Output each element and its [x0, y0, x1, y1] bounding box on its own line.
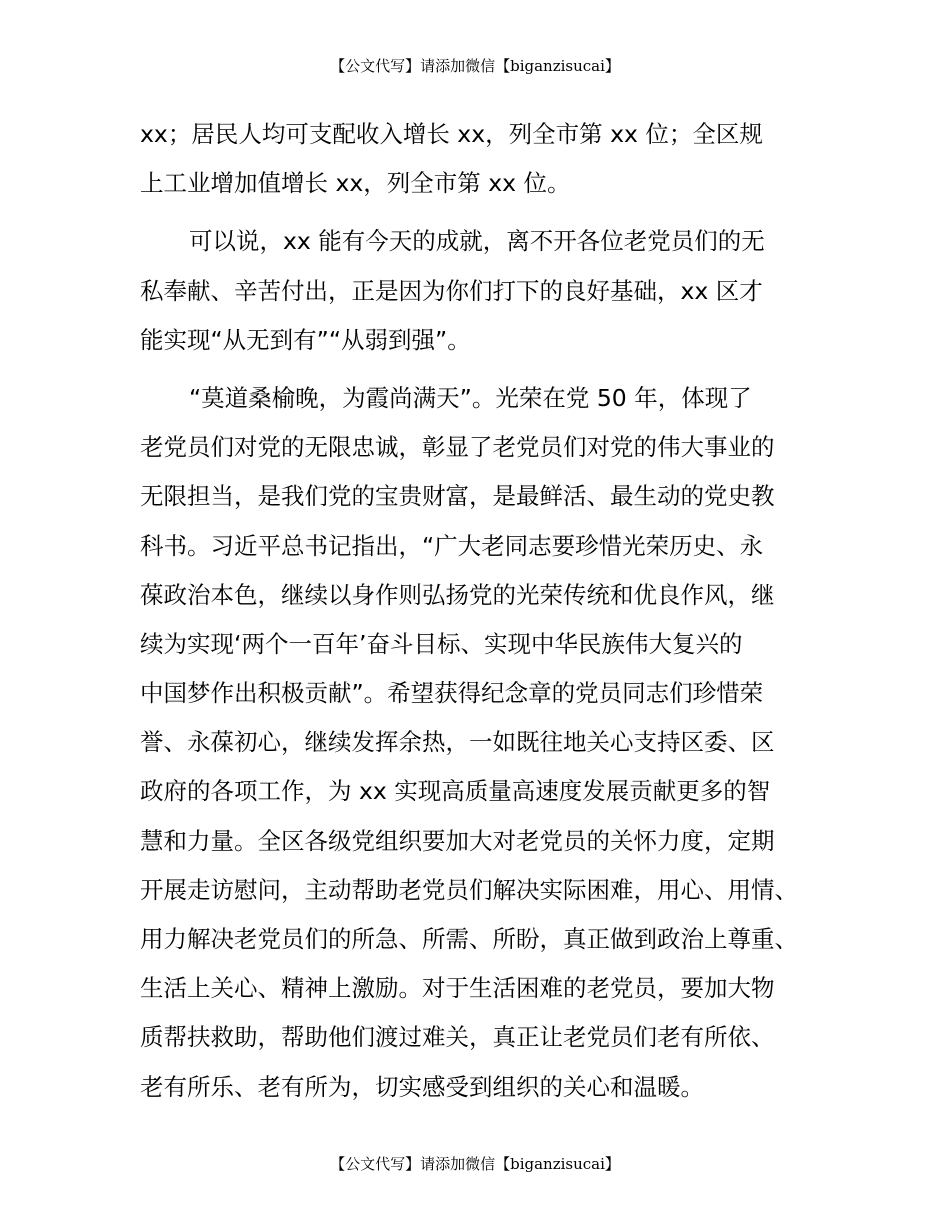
text-line: 老党员们对党的无限忠诚，彰显了老党员们对党的伟大事业的 [140, 433, 775, 462]
text-line: 生活上关心、精神上激励。对于生活困难的老党员，要加大物 [140, 974, 775, 1003]
text-line: 续为实现‘两个一百年’奋斗目标、实现中华民族伟大复兴的 [140, 629, 743, 658]
text-line: 无限担当，是我们党的宝贵财富，是最鲜活、最生动的党史教 [140, 482, 775, 511]
paragraph-old-members [140, 374, 840, 1112]
text-line: 老有所乐、老有所为，切实感受到组织的关心和温暖。 [140, 1072, 704, 1101]
text-line: 用力解决老党员们的所急、所需、所盼，真正做到政治上尊重、 [140, 925, 798, 953]
paragraph-continuation [140, 110, 840, 208]
text-line: 能实现“从无到有”“从弱到强”。 [140, 325, 471, 354]
text-line: 慧和力量。全区各级党组织要加大对老党员的关怀力度，定期 [140, 826, 775, 855]
text-line: 誉、永葆初心，继续发挥余热，一如既往地关心支持区委、区 [140, 728, 775, 757]
paragraph-achievements [140, 217, 840, 365]
text-line: 上工业增加值增长 xx，列全市第 xx 位。 [140, 169, 571, 198]
page-footer: 【公文代写】请添加微信【biganzisucai】 [330, 1155, 620, 1173]
text-line: “莫道桑榆晚，为霞尚满天”。光荣在党 50 年，体现了 [189, 383, 752, 412]
text-line: 科书。习近平总书记指出，“广大老同志要珍惜光荣历史、永 [140, 531, 764, 560]
page-header: 【公文代写】请添加微信【biganzisucai】 [330, 57, 620, 75]
text-line: xx；居民人均可支配收入增长 xx，列全市第 xx 位；全区规 [140, 120, 763, 148]
text-line: 私奉献、辛苦付出，正是因为你们打下的良好基础，xx 区才 [140, 276, 763, 305]
text-line: 质帮扶救助，帮助他们渡过难关，真正让老党员们老有所依、 [140, 1023, 775, 1052]
text-line: 政府的各项工作，为 xx 实现高质量高速度发展贡献更多的智 [140, 777, 771, 806]
text-line: 开展走访慰问，主动帮助老党员们解决实际困难，用心、用情、 [140, 875, 798, 904]
text-line: 中国梦作出积极贡献”。希望获得纪念章的党员同志们珍惜荣 [140, 679, 764, 708]
document-body [140, 110, 840, 1112]
text-line: 葆政治本色，继续以身作则弘扬党的光荣传统和优良作风，继 [140, 580, 775, 609]
text-line: 可以说，xx 能有今天的成就，离不开各位老党员们的无 [189, 227, 765, 256]
